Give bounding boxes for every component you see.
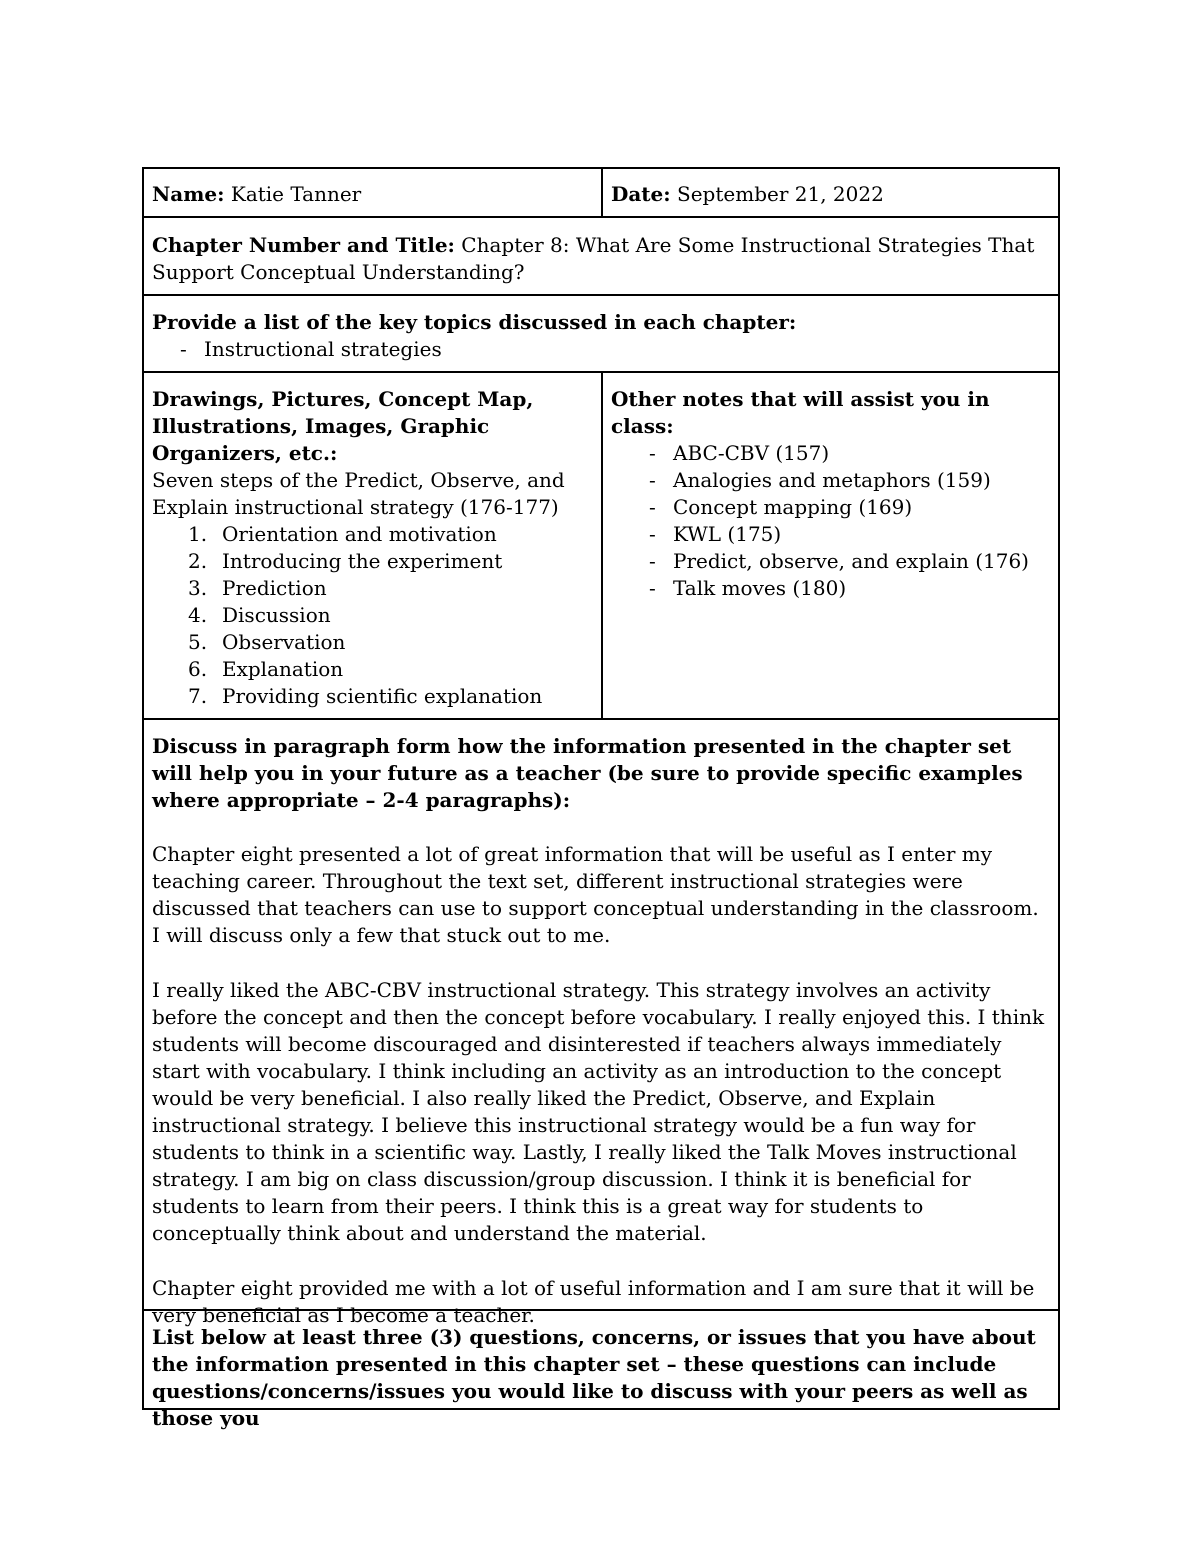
discussion-cell bbox=[144, 720, 1058, 1327]
discussion-label: Discuss in paragraph form how the information presented in the chapter set will help you in your future as a teacher (be sure to provide specific examples where appropriate – 2-4 paragraphs): bbox=[152, 734, 1023, 812]
drawings-intro: Seven steps of the Predict, Observe, and Explain instructional strategy (176-177) bbox=[152, 468, 565, 519]
name-label: Name: bbox=[152, 182, 225, 206]
key-topics-row bbox=[144, 296, 1058, 373]
list-item: 1. Orientation and motivation bbox=[188, 522, 497, 546]
other-notes-list bbox=[603, 440, 1050, 602]
key-topics-cell bbox=[144, 296, 1058, 371]
list-item: 6. Explanation bbox=[188, 657, 344, 681]
list-item: 3. Prediction bbox=[188, 576, 327, 600]
list-item: 2. Introducing the experiment bbox=[188, 549, 503, 573]
questions-label: List below at least three (3) questions, concerns, or issues that you have about the information presented in this chapter set – these questions can include questions/concerns/issues you would like to discuss with your peers as well as those you bbox=[152, 1325, 1036, 1430]
list-item: - Predict, observe, and explain (176) bbox=[649, 549, 1029, 573]
discussion-paragraph: I really liked the ABC-CBV instructional strategy. This strategy involves an activity before the concept and then the concept before vocabulary. I really enjoyed this. I think students will become discouraged and disinterested if teachers always immediately start with vocabulary. I think including an activity as an introduction to the concept would be very beneficial. I also really liked the Predict, Observe, and Explain instructional strategy. I believe this instructional strategy would be a fun way for students to think in a scientific way. Lastly, I really liked the Talk Moves instructional strategy. I am big on class discussion/group discussion. I think it is beneficial for students to learn from their peers. I think this is a great way for students to conceptually think about and understand the material. bbox=[152, 978, 1045, 1245]
chapter-cell bbox=[144, 218, 1058, 294]
header-row bbox=[144, 169, 1058, 218]
discussion-row bbox=[144, 720, 1058, 1327]
key-topics-list bbox=[134, 336, 1050, 363]
list-item: - ABC-CBV (157) bbox=[649, 441, 830, 465]
chapter-value: Chapter 8: What Are Some Instructional Strategies That Support Conceptual Understanding? bbox=[152, 233, 1035, 284]
chapter-label: Chapter Number and Title: bbox=[152, 233, 455, 257]
list-item: - KWL (175) bbox=[649, 522, 782, 546]
list-item: - Analogies and metaphors (159) bbox=[649, 468, 991, 492]
list-item: - Instructional strategies bbox=[180, 337, 442, 361]
list-item: 5. Observation bbox=[188, 630, 346, 654]
drawings-cell bbox=[144, 373, 603, 718]
discussion-paragraph: Chapter eight provided me with a lot of useful information and I am sure that it will be very beneficial as I become a teacher. bbox=[152, 1276, 1035, 1327]
key-topics-label: Provide a list of the key topics discussed in each chapter: bbox=[152, 310, 797, 334]
reading-response-form bbox=[142, 167, 1060, 1430]
name-value: Katie Tanner bbox=[230, 182, 362, 206]
date-cell bbox=[603, 169, 1058, 216]
steps-list bbox=[152, 521, 587, 710]
name-cell bbox=[144, 169, 603, 216]
date-value: September 21, 2022 bbox=[677, 182, 884, 206]
list-item: 4. Discussion bbox=[188, 603, 331, 627]
questions-row bbox=[144, 1311, 1058, 1430]
list-item: 7. Providing scientific explanation bbox=[188, 684, 543, 708]
chapter-row bbox=[144, 218, 1058, 296]
other-notes-label: Other notes that will assist you in class: bbox=[611, 387, 990, 438]
questions-cell bbox=[144, 1311, 1058, 1430]
other-notes-cell bbox=[603, 373, 1058, 718]
list-item: - Concept mapping (169) bbox=[649, 495, 913, 519]
discussion-paragraph: Chapter eight presented a lot of great information that will be useful as I enter my teaching career. Throughout the text set, different instructional strategies were discussed that teachers can use to support conceptual understanding in the classroom. I will discuss only a few that stuck out to me. bbox=[152, 842, 1039, 947]
drawings-label: Drawings, Pictures, Concept Map, Illustrations, Images, Graphic Organizers, etc.: bbox=[152, 387, 534, 465]
notes-row bbox=[144, 373, 1058, 720]
date-label: Date: bbox=[611, 182, 671, 206]
list-item: - Talk moves (180) bbox=[649, 576, 847, 600]
